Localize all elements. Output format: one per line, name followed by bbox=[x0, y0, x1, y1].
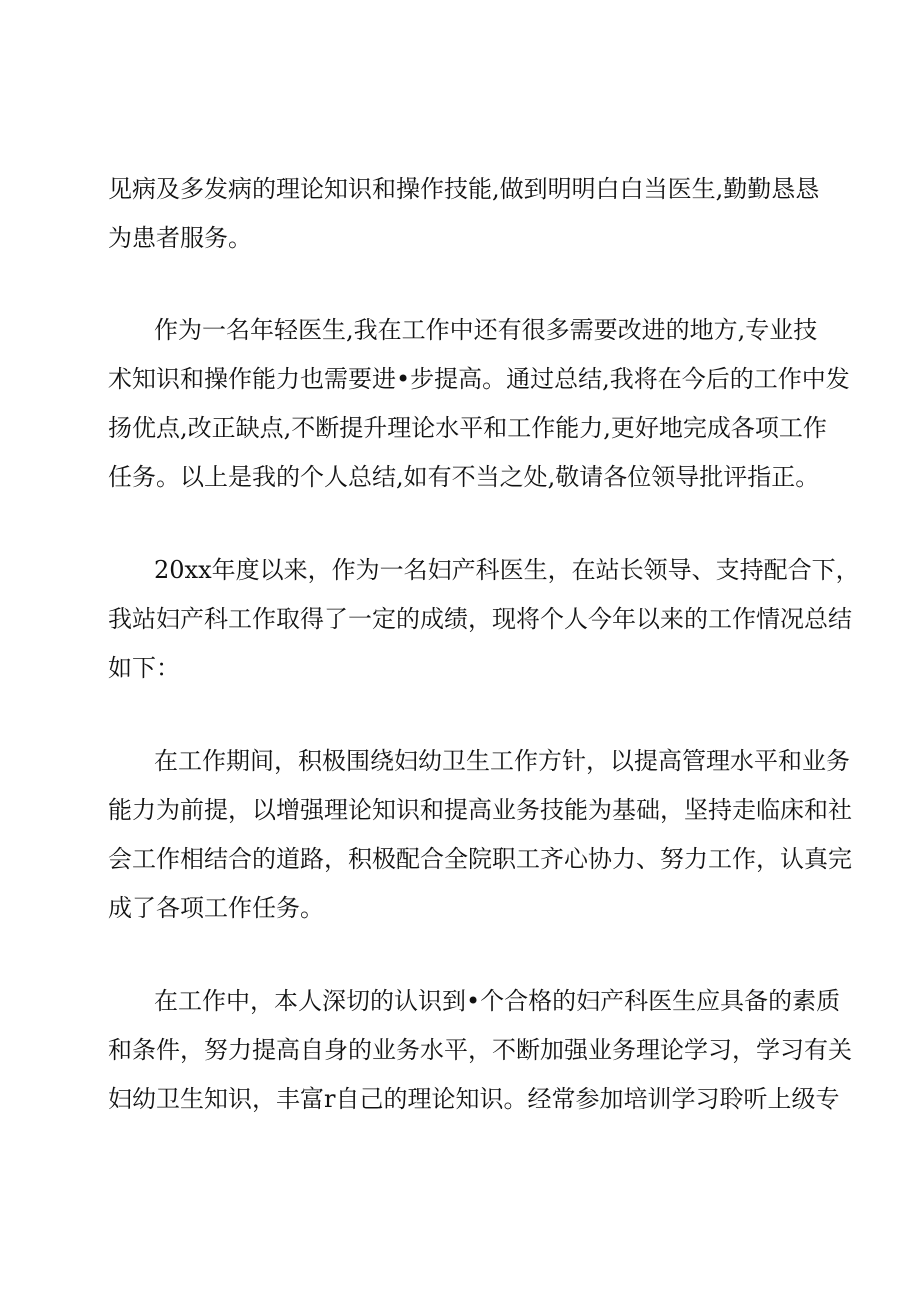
text-line: 见病及多发病的理论知识和操作技能,做到明明白白当医生,勤勤恳恳 bbox=[108, 175, 820, 203]
text-line: 能力为前提，以增强理论知识和提高业务技能为基础，坚持走临床和社 bbox=[108, 796, 852, 824]
text-line: 成了各项工作任务。 bbox=[108, 894, 324, 922]
text-line: 妇幼卫生知识，丰富r自己的理论知识。经常参加培训学习聆听上级专 bbox=[108, 1085, 840, 1113]
text-line: 扬优点,改正缺点,不断提升理论水平和工作能力,更好地完成各项工作 bbox=[108, 414, 827, 442]
text-line: 为患者服务。 bbox=[108, 224, 252, 252]
paragraph-self-improvement bbox=[108, 306, 850, 502]
paragraph-learning bbox=[108, 977, 852, 1124]
text-line: 如下： bbox=[108, 654, 180, 682]
text-line: 和条件，努力提高自身的业务水平，不断加强业务理论学习，学习有关 bbox=[108, 1036, 852, 1064]
text-line: 作为一名年轻医生,我在工作中还有很多需要改进的地方,专业技 bbox=[154, 316, 818, 344]
text-line: 20xx年度以来，作为一名妇产科医生，在站长领导、支持配合下， bbox=[154, 556, 860, 584]
text-line: 术知识和操作能力也需要进•步提高。通过总结,我将在今后的工作中发 bbox=[108, 365, 850, 393]
paragraph-annual-intro bbox=[108, 546, 860, 693]
text-line: 在工作期间，积极围绕妇幼卫生工作方针，以提高管理水平和业务 bbox=[154, 747, 850, 775]
text-line: 会工作相结合的道路，积极配合全院职工齐心协力、努力工作，认真完 bbox=[108, 845, 852, 873]
text-line: 任务。以上是我的个人总结,如有不当之处,敬请各位领导批评指正。 bbox=[108, 463, 820, 491]
text-line: 我站妇产科工作取得了一定的成绩，现将个人今年以来的工作情况总结 bbox=[108, 605, 852, 633]
paragraph-work-period bbox=[108, 737, 852, 933]
text-line: 在工作中，本人深切的认识到•个合格的妇产科医生应具备的素质 bbox=[154, 987, 841, 1015]
paragraph-continuation bbox=[108, 165, 828, 263]
